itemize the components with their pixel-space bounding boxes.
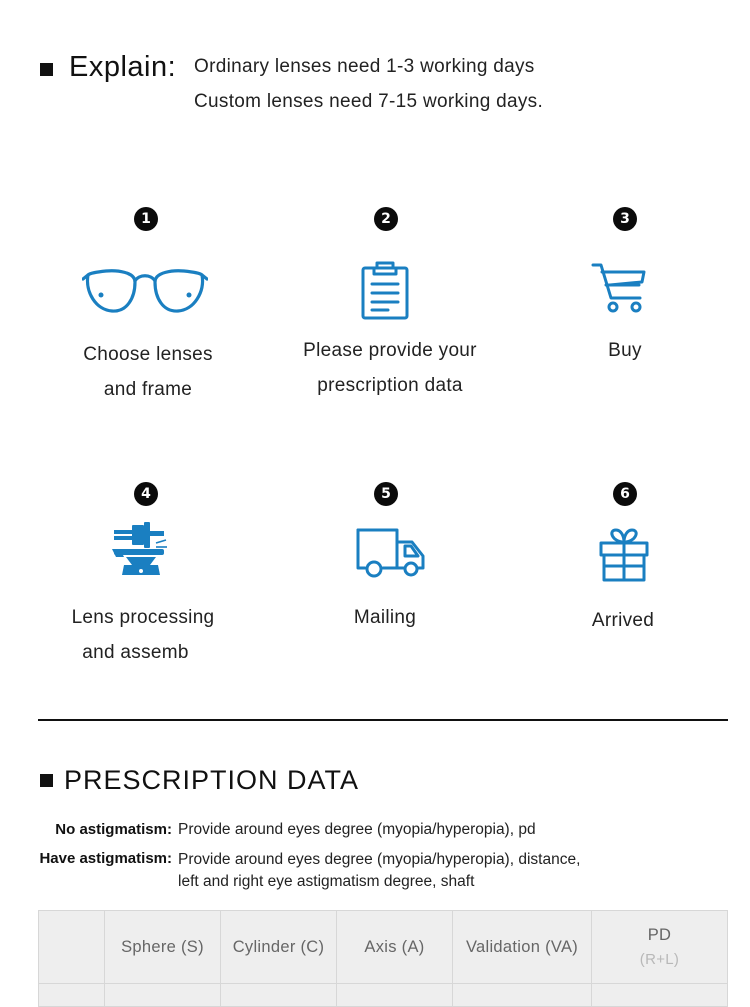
clipboard-icon: [360, 260, 412, 322]
explain-line-1: Ordinary lenses need 1-3 working days: [194, 56, 535, 77]
table-header-row: [39, 911, 728, 984]
glasses-icon: [82, 266, 208, 316]
cart-icon: [590, 260, 648, 316]
truck-icon: [355, 526, 427, 580]
step-number-4: 4: [134, 482, 158, 506]
table-header-axis: Axis (A): [337, 911, 453, 984]
table-cell: [592, 984, 728, 1007]
no-astigmatism-label: No astigmatism:: [55, 821, 172, 838]
prescription-bullet: [40, 774, 53, 787]
step-label-1: [48, 337, 248, 407]
prescription-table: [38, 910, 728, 1007]
explain-line-2: Custom lenses need 7-15 working days.: [194, 91, 544, 112]
step-label-4: [38, 600, 248, 670]
step-number-6: 6: [613, 482, 637, 506]
explain-bullet: [40, 63, 53, 76]
have-astigmatism-label: Have astigmatism:: [39, 850, 172, 867]
have-astigmatism-line-2: left and right eye astigmatism degree, shaft: [178, 873, 475, 890]
table-cell: [453, 984, 592, 1007]
step-label-1-line-2: and frame: [103, 379, 193, 400]
have-astigmatism-text: [178, 849, 580, 893]
step-label-2: [275, 333, 505, 403]
step-label-6: [573, 603, 673, 638]
table-header-sphere: Sphere (S): [105, 911, 221, 984]
step-number-5: 5: [374, 482, 398, 506]
anvil-icon: [110, 521, 170, 579]
step-label-4-line-1: Lens processing: [71, 607, 215, 628]
no-astigmatism-text: Provide around eyes degree (myopia/hyperopia), pd: [178, 821, 536, 838]
prescription-title: PRESCRIPTION DATA: [64, 765, 360, 795]
step-label-2-line-1: Please provide your: [303, 340, 477, 361]
table-cell: [337, 984, 453, 1007]
explain-title: Explain:: [69, 51, 177, 83]
step-label-5: [335, 600, 435, 635]
step-label-2-line-2: prescription data: [317, 375, 463, 396]
step-label-3: [575, 333, 675, 368]
step-label-4-line-2: and assemb: [82, 642, 189, 663]
table-header-blank: [39, 911, 105, 984]
table-cell: [105, 984, 221, 1007]
table-header-validation: Validation (VA): [453, 911, 592, 984]
table-row: [39, 984, 728, 1007]
step-label-5-line-1: Mailing: [353, 607, 417, 628]
step-number-2: 2: [374, 207, 398, 231]
table-cell: [221, 984, 337, 1007]
pd-label: PD: [647, 926, 672, 944]
pd-sub-label: (R+L): [639, 951, 680, 968]
step-label-6-line-1: Arrived: [591, 610, 655, 631]
have-astigmatism-line-1: Provide around eyes degree (myopia/hyperopia), distance,: [178, 851, 581, 868]
step-number-1: 1: [134, 207, 158, 231]
table-header-pd: [592, 911, 728, 984]
section-divider: [38, 719, 728, 721]
step-number-3: 3: [613, 207, 637, 231]
gift-icon: [598, 526, 650, 582]
step-label-3-line-1: Buy: [608, 340, 642, 361]
step-label-1-line-1: Choose lenses: [83, 344, 213, 365]
table-header-cylinder: Cylinder (C): [221, 911, 337, 984]
table-cell: [39, 984, 105, 1007]
